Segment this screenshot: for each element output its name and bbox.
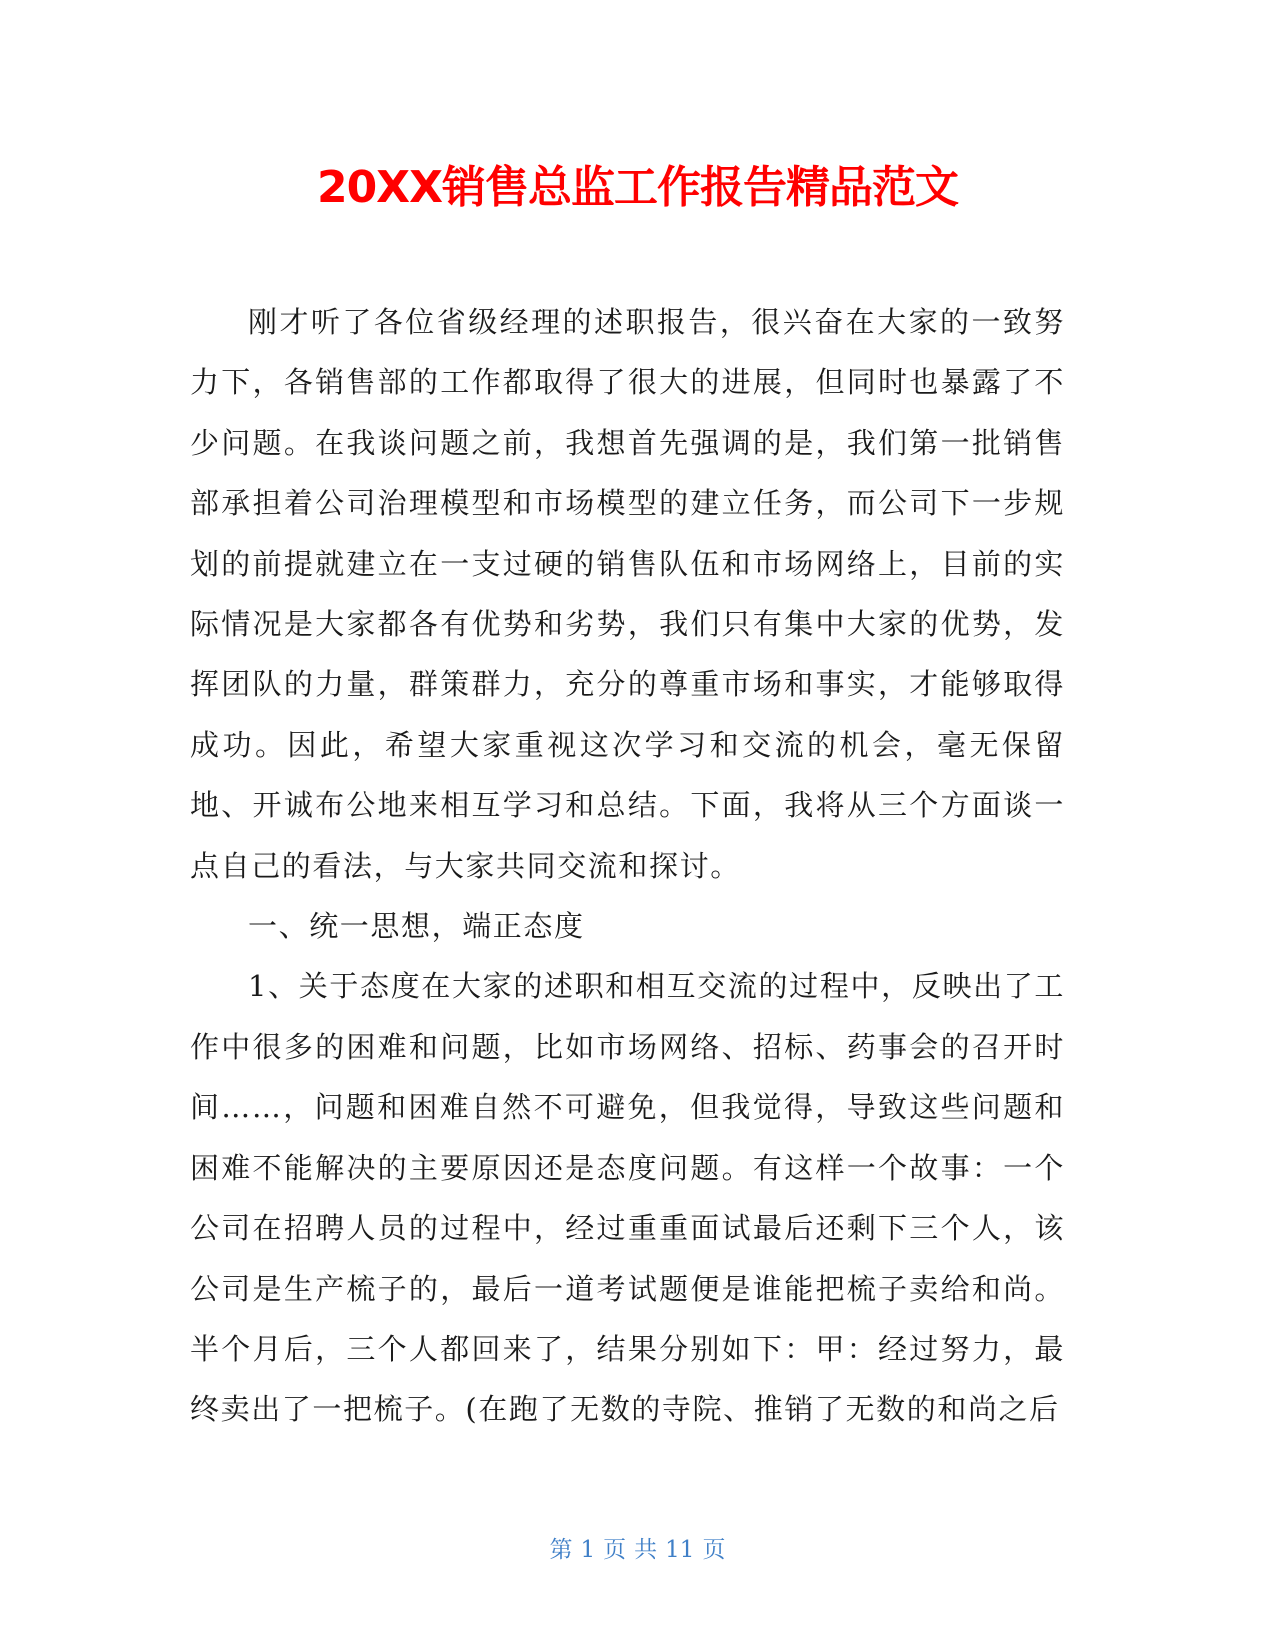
footer-page-total: 11	[665, 1537, 695, 1563]
paragraph-intro: 刚才听了各位省级经理的述职报告，很兴奋在大家的一致努力下，各销售部的工作都取得了很大的进展，但同时也暴露了不少问题。在我谈问题之前，我想首先强调的是，我们第一批销售部承担着公司治理模型和市场模型的建立任务，而公司下一步规划的前提就建立在一支过硬的销售队伍和市场网络上，目前的实际情况是大家都各有优势和劣势，我们只有集中大家的优势，发挥团队的力量，群策群力，充分的尊重市场和事实，才能够取得成功。因此，希望大家重视这次学习和交流的机会，毫无保留地、开诚布公地来相互学习和总结。下面，我将从三个方面谈一点自己的看法，与大家共同交流和探讨。	[190, 305, 1065, 883]
page-footer	[0, 1535, 1275, 1565]
document-body	[190, 292, 1065, 1440]
footer-total-unit: 页	[702, 1537, 726, 1563]
footer-page-current: 1	[580, 1537, 596, 1563]
document-title: 20XX销售总监工作报告精品范文	[316, 162, 959, 213]
footer-page-label: 第	[549, 1537, 573, 1563]
footer-page-unit: 页	[603, 1537, 627, 1563]
footer-total-label: 共	[634, 1537, 658, 1563]
paragraph-attitude: 1、关于态度在大家的述职和相互交流的过程中，反映出了工作中很多的困难和问题，比如市场网络、招标、药事会的召开时间……，问题和困难自然不可避免，但我觉得，导致这些问题和困难不能解决的主要原因还是态度问题。有这样一个故事：一个公司在招聘人员的过程中，经过重重面试最后还剩下三个人，该公司是生产梳子的，最后一道考试题便是谁能把梳子卖给和尚。半个月后，三个人都回来了，结果分别如下：甲：经过努力，最终卖出了一把梳子。(在跑了无数的寺院、推销了无数的和尚之后	[190, 969, 1065, 1427]
section-heading: 一、统一思想，端正态度	[248, 909, 585, 944]
